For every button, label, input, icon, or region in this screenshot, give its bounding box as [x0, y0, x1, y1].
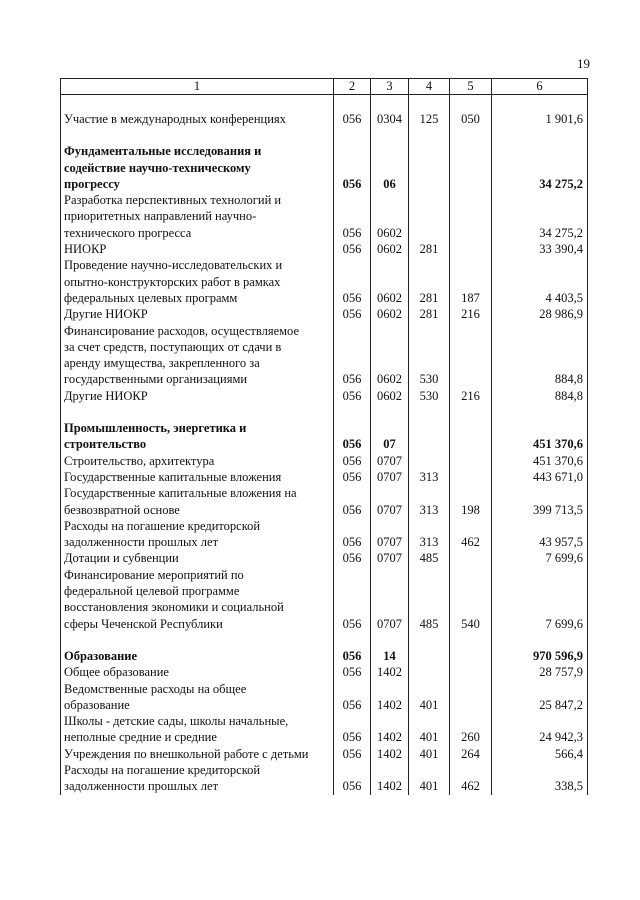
chapter-code-cell: 056 [334, 192, 371, 241]
table-row [61, 713, 588, 746]
target-code-cell: 313 [409, 485, 450, 518]
table-row [61, 111, 588, 127]
amount-cell: 28 986,9 [492, 306, 588, 322]
description-cell: Финансирование расходов, осуществляемое за счет средств, поступающих от сдачи в аренду имущества, закрепленного за государственными организациями [61, 323, 334, 388]
description-cell: НИОКР [61, 241, 334, 257]
target-code-cell: 485 [409, 567, 450, 632]
spacer-cell [492, 632, 588, 648]
spacer-cell [409, 95, 450, 112]
spacer-cell [450, 127, 492, 143]
spacer-cell [409, 404, 450, 420]
amount-cell: 24 942,3 [492, 713, 588, 746]
amount-cell: 7 699,6 [492, 567, 588, 632]
spacer-cell [450, 632, 492, 648]
expense-type-cell: 264 [450, 746, 492, 762]
expense-type-cell [450, 681, 492, 714]
chapter-code-cell: 056 [334, 518, 371, 551]
section-code-cell: 1402 [371, 713, 409, 746]
chapter-code-cell: 056 [334, 681, 371, 714]
column-header-row [61, 79, 588, 95]
expense-type-cell: 050 [450, 111, 492, 127]
expense-type-cell: 540 [450, 567, 492, 632]
description-cell: Расходы на погашение кредиторской задолженности прошлых лет [61, 762, 334, 795]
target-code-cell: 125 [409, 111, 450, 127]
section-code-cell: 07 [371, 420, 409, 453]
description-cell: Дотации и субвенции [61, 550, 334, 566]
chapter-code-cell: 056 [334, 713, 371, 746]
spacer-cell [371, 404, 409, 420]
spacer-cell [371, 127, 409, 143]
description-cell: Образование [61, 648, 334, 664]
expense-type-cell [450, 323, 492, 388]
target-code-cell [409, 648, 450, 664]
column-header-4: 4 [409, 79, 450, 95]
table-row [61, 469, 588, 485]
table-row [61, 323, 588, 388]
amount-cell: 28 757,9 [492, 664, 588, 680]
amount-cell: 1 901,6 [492, 111, 588, 127]
section-row [61, 420, 588, 453]
amount-cell: 566,4 [492, 746, 588, 762]
expense-type-cell: 462 [450, 518, 492, 551]
column-header-3: 3 [371, 79, 409, 95]
section-code-cell: 0602 [371, 241, 409, 257]
section-row [61, 143, 588, 192]
target-code-cell [409, 664, 450, 680]
table-row [61, 681, 588, 714]
table-row [61, 518, 588, 551]
table-row [61, 567, 588, 632]
section-code-cell: 0707 [371, 550, 409, 566]
target-code-cell: 401 [409, 681, 450, 714]
section-code-cell: 1402 [371, 664, 409, 680]
target-code-cell: 401 [409, 713, 450, 746]
section-code-cell: 0602 [371, 257, 409, 306]
chapter-code-cell: 056 [334, 567, 371, 632]
section-code-cell: 14 [371, 648, 409, 664]
table-row [61, 306, 588, 322]
section-code-cell: 0602 [371, 388, 409, 404]
chapter-code-cell: 056 [334, 485, 371, 518]
amount-cell: 338,5 [492, 762, 588, 795]
description-cell: Школы - детские сады, школы начальные, неполные средние и средние [61, 713, 334, 746]
spacer-cell [409, 632, 450, 648]
expense-type-cell [450, 420, 492, 453]
target-code-cell: 313 [409, 469, 450, 485]
column-header-6: 6 [492, 79, 588, 95]
amount-cell: 7 699,6 [492, 550, 588, 566]
chapter-code-cell: 056 [334, 469, 371, 485]
expense-type-cell [450, 453, 492, 469]
description-cell: Промышленность, энергетика и строительство [61, 420, 334, 453]
section-code-cell: 0707 [371, 453, 409, 469]
expense-type-cell [450, 241, 492, 257]
amount-cell: 34 275,2 [492, 192, 588, 241]
section-code-cell: 0304 [371, 111, 409, 127]
chapter-code-cell: 056 [334, 453, 371, 469]
table-row [61, 762, 588, 795]
description-cell: Ведомственные расходы на общее образование [61, 681, 334, 714]
target-code-cell [409, 192, 450, 241]
amount-cell: 443 671,0 [492, 469, 588, 485]
spacer-cell [61, 404, 334, 420]
amount-cell: 884,8 [492, 388, 588, 404]
description-cell: Общее образование [61, 664, 334, 680]
table-row [61, 453, 588, 469]
amount-cell: 399 713,5 [492, 485, 588, 518]
column-header-2: 2 [334, 79, 371, 95]
page-number: 19 [577, 56, 590, 71]
spacer-cell [450, 404, 492, 420]
description-cell: Финансирование мероприятий по федеральной целевой программе восстановления экономики и социальной сферы Чеченской Республики [61, 567, 334, 632]
target-code-cell: 530 [409, 323, 450, 388]
expense-type-cell: 198 [450, 485, 492, 518]
table-row [61, 192, 588, 241]
target-code-cell: 281 [409, 241, 450, 257]
spacer-cell [334, 127, 371, 143]
target-code-cell: 401 [409, 762, 450, 795]
budget-table-container [60, 78, 587, 795]
spacer-cell [371, 632, 409, 648]
expense-type-cell [450, 469, 492, 485]
expense-type-cell: 260 [450, 713, 492, 746]
amount-cell: 34 275,2 [492, 143, 588, 192]
expense-type-cell: 216 [450, 306, 492, 322]
section-code-cell: 06 [371, 143, 409, 192]
target-code-cell: 281 [409, 306, 450, 322]
spacer-cell [492, 127, 588, 143]
target-code-cell: 485 [409, 550, 450, 566]
target-code-cell: 530 [409, 388, 450, 404]
chapter-code-cell: 056 [334, 257, 371, 306]
amount-cell: 451 370,6 [492, 420, 588, 453]
expense-type-cell [450, 143, 492, 192]
chapter-code-cell: 056 [334, 762, 371, 795]
spacer-row [61, 632, 588, 648]
chapter-code-cell: 056 [334, 143, 371, 192]
section-code-cell: 1402 [371, 681, 409, 714]
spacer-cell [450, 95, 492, 112]
amount-cell: 451 370,6 [492, 453, 588, 469]
target-code-cell [409, 453, 450, 469]
table-body [61, 95, 588, 795]
spacer-row [61, 404, 588, 420]
amount-cell: 884,8 [492, 323, 588, 388]
spacer-cell [334, 404, 371, 420]
column-header-5: 5 [450, 79, 492, 95]
chapter-code-cell: 056 [334, 746, 371, 762]
table-row [61, 388, 588, 404]
expense-type-cell [450, 648, 492, 664]
section-code-cell: 0707 [371, 567, 409, 632]
spacer-cell [334, 632, 371, 648]
chapter-code-cell: 056 [334, 241, 371, 257]
chapter-code-cell: 056 [334, 306, 371, 322]
chapter-code-cell: 056 [334, 388, 371, 404]
chapter-code-cell: 056 [334, 648, 371, 664]
section-code-cell: 0707 [371, 469, 409, 485]
amount-cell: 43 957,5 [492, 518, 588, 551]
amount-cell: 970 596,9 [492, 648, 588, 664]
column-header-1: 1 [61, 79, 334, 95]
chapter-code-cell: 056 [334, 111, 371, 127]
expense-type-cell: 216 [450, 388, 492, 404]
chapter-code-cell: 056 [334, 323, 371, 388]
table-row [61, 664, 588, 680]
spacer-cell [61, 95, 334, 112]
budget-table [60, 78, 588, 795]
description-cell: Расходы на погашение кредиторской задолженности прошлых лет [61, 518, 334, 551]
expense-type-cell: 187 [450, 257, 492, 306]
table-row [61, 746, 588, 762]
amount-cell: 33 390,4 [492, 241, 588, 257]
table-row [61, 241, 588, 257]
expense-type-cell: 462 [450, 762, 492, 795]
spacer-row [61, 127, 588, 143]
spacer-cell [371, 95, 409, 112]
chapter-code-cell: 056 [334, 550, 371, 566]
spacer-cell [334, 95, 371, 112]
target-code-cell [409, 420, 450, 453]
description-cell: Другие НИОКР [61, 306, 334, 322]
description-cell: Другие НИОКР [61, 388, 334, 404]
amount-cell: 4 403,5 [492, 257, 588, 306]
table-row [61, 550, 588, 566]
amount-cell: 25 847,2 [492, 681, 588, 714]
description-cell: Государственные капитальные вложения на безвозвратной основе [61, 485, 334, 518]
target-code-cell: 281 [409, 257, 450, 306]
chapter-code-cell: 056 [334, 664, 371, 680]
target-code-cell [409, 143, 450, 192]
section-code-cell: 0602 [371, 306, 409, 322]
description-cell: Участие в международных конференциях [61, 111, 334, 127]
spacer-cell [492, 95, 588, 112]
section-code-cell: 0602 [371, 323, 409, 388]
spacer-row [61, 95, 588, 112]
description-cell: Учреждения по внешкольной работе с детьми [61, 746, 334, 762]
section-row [61, 648, 588, 664]
description-cell: Строительство, архитектура [61, 453, 334, 469]
expense-type-cell [450, 664, 492, 680]
chapter-code-cell: 056 [334, 420, 371, 453]
target-code-cell: 401 [409, 746, 450, 762]
expense-type-cell [450, 192, 492, 241]
spacer-cell [61, 632, 334, 648]
description-cell: Государственные капитальные вложения [61, 469, 334, 485]
table-row [61, 485, 588, 518]
spacer-cell [61, 127, 334, 143]
expense-type-cell [450, 550, 492, 566]
section-code-cell: 1402 [371, 746, 409, 762]
section-code-cell: 1402 [371, 762, 409, 795]
target-code-cell: 313 [409, 518, 450, 551]
spacer-cell [492, 404, 588, 420]
section-code-cell: 0707 [371, 518, 409, 551]
description-cell: Разработка перспективных технологий и приоритетных направлений научно- технического прогресса [61, 192, 334, 241]
description-cell: Проведение научно-исследовательских и опытно-конструкторских работ в рамках федеральных целевых программ [61, 257, 334, 306]
table-row [61, 257, 588, 306]
description-cell: Фундаментальные исследования и содействие научно-техническому прогрессу [61, 143, 334, 192]
spacer-cell [409, 127, 450, 143]
section-code-cell: 0707 [371, 485, 409, 518]
section-code-cell: 0602 [371, 192, 409, 241]
